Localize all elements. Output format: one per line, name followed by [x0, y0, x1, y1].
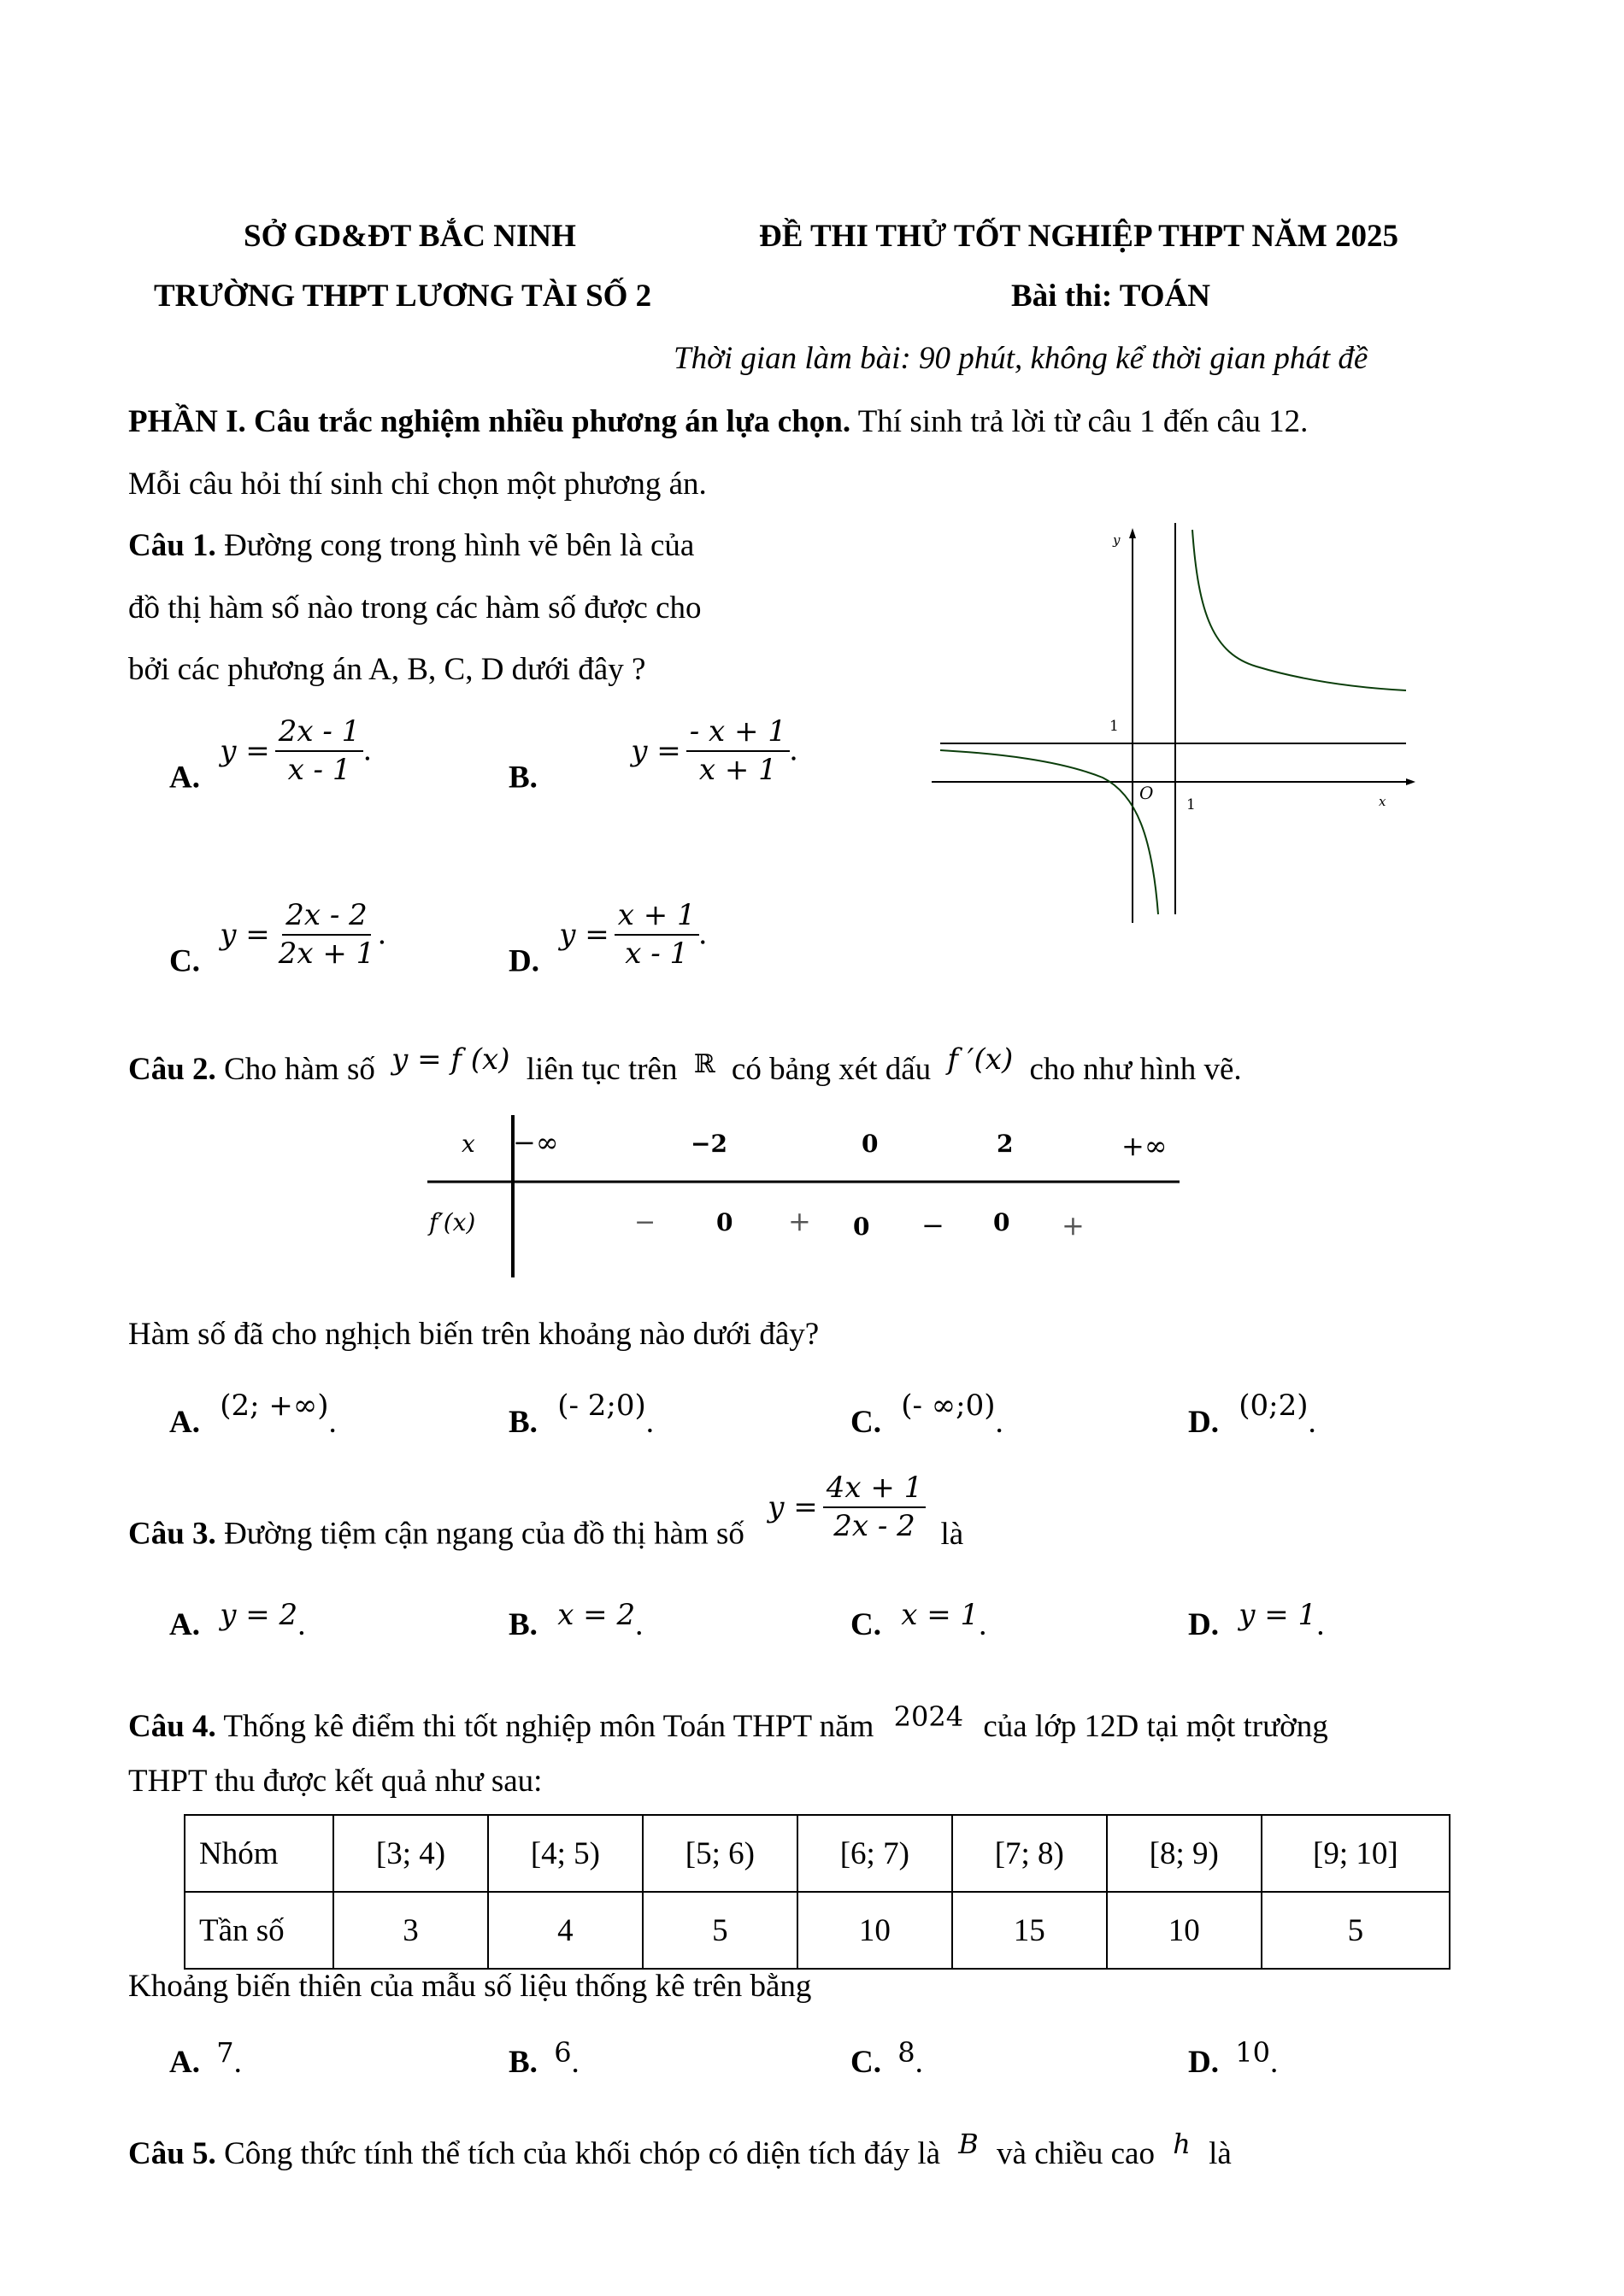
option-value: 8	[897, 2036, 915, 2069]
x-value: −2	[691, 1130, 727, 1158]
option-letter: D.	[509, 943, 539, 979]
option-value: 7	[216, 2036, 234, 2069]
option-letter: C.	[169, 943, 200, 979]
q4-question: Khoảng biến thiên của mẫu số liệu thống kê trên bằng	[128, 1969, 812, 2004]
sign-value: 0	[716, 1208, 733, 1236]
option-letter: B.	[509, 760, 538, 796]
sign-value: 0	[993, 1208, 1010, 1236]
part1-heading	[128, 403, 1308, 440]
x-value: −∞	[513, 1126, 559, 1159]
q1-function-graph	[932, 513, 1419, 923]
sign-value: +	[1062, 1209, 1085, 1242]
table-cell-freq: 3	[333, 1892, 488, 1969]
school-name: TRƯỜNG THPT LƯƠNG TÀI SỐ 2	[154, 279, 652, 314]
table-cell-group: [4; 5)	[488, 1815, 643, 1892]
sign-value: −	[921, 1209, 944, 1242]
option-lhs: y =	[220, 917, 270, 952]
option-lhs: y =	[559, 917, 609, 952]
fraction-numerator: x + 1	[615, 897, 699, 936]
q1-label: Câu 1.	[128, 528, 216, 563]
q2-option-d[interactable]: D. (0;2).	[1188, 1389, 1316, 1440]
q5-text-2: và chiều cao	[997, 2136, 1155, 2171]
x-value: 0	[862, 1130, 879, 1158]
table-row	[185, 1892, 1450, 1969]
curve-left-branch	[940, 750, 1158, 914]
q4-label: Câu 4.	[128, 1709, 216, 1744]
q1-line1	[128, 527, 694, 564]
q4-text-2: của lớp 12D tại một trường	[983, 1709, 1328, 1744]
x-axis-label: x	[1379, 794, 1386, 809]
fraction-denominator: 2x + 1	[278, 936, 375, 971]
option-letter: C.	[850, 2045, 881, 2080]
table-cell-group: [3; 4)	[333, 1815, 488, 1892]
q2-label: Câu 2.	[128, 1052, 216, 1087]
x-value: 2	[997, 1130, 1014, 1158]
q2-option-a[interactable]: A. (2; +∞).	[169, 1389, 337, 1440]
fraction-numerator: 2x - 2	[282, 897, 371, 936]
part1-desc-2: Mỗi câu hỏi thí sinh chỉ chọn một phương án.	[128, 467, 707, 502]
option-value: (2; +∞)	[220, 1389, 329, 1423]
q2-question: Hàm số đã cho nghịch biến trên khoảng nào dưới đây?	[128, 1317, 820, 1352]
q1-option-b[interactable]: B. y = $\frac{- x + 1}{x + 1}$ .	[509, 714, 798, 796]
table-cell-freq: 10	[797, 1892, 952, 1969]
fraction-numerator: 2x - 1	[275, 713, 364, 752]
sign-table-x-head: x	[462, 1130, 475, 1158]
table-cell-group: [5; 6)	[643, 1815, 797, 1892]
option-value: (- ∞;0)	[901, 1389, 996, 1423]
school-dept: SỞ GD&ĐT BẮC NINH	[244, 219, 576, 254]
table-cell-group: [7; 8)	[952, 1815, 1107, 1892]
q3-option-b[interactable]: B. x = 2.	[509, 1598, 644, 1642]
sign-value: +	[788, 1205, 811, 1237]
option-letter: B.	[509, 1405, 538, 1440]
fraction-numerator: - x + 1	[686, 713, 790, 752]
option-value: 10	[1235, 2036, 1270, 2069]
part1-desc: Thí sinh trả lời từ câu 1 đến câu 12.	[850, 404, 1309, 439]
q4-text-1: Thống kê điểm thi tốt nghiệp môn Toán THPT năm	[215, 1709, 874, 1744]
part1-title: PHẦN I. Câu trắc nghiệm nhiều phương án lựa chọn.	[128, 404, 851, 439]
q4-line2: THPT thu được kết quả như sau:	[128, 1764, 543, 1799]
q4-option-d[interactable]: D. 10.	[1188, 2036, 1279, 2080]
option-letter: B.	[509, 1607, 538, 1642]
q3-option-a[interactable]: A. y = 2.	[169, 1598, 306, 1642]
q3-tail: là	[940, 1516, 964, 1552]
table-cell-group: [9; 10]	[1262, 1815, 1450, 1892]
q4-year: 2024	[893, 1700, 964, 1733]
q3-lhs: y =	[768, 1489, 818, 1524]
origin-label: O	[1139, 783, 1154, 803]
q1-line3: bởi các phương án A, B, C, D dưới đây ?	[128, 652, 646, 687]
exam-subject: Bài thi: TOÁN	[1011, 279, 1211, 314]
table-cell-freq: 15	[952, 1892, 1107, 1969]
option-lhs: y =	[220, 733, 270, 768]
sign-table-fprime-head: f′(x)	[429, 1208, 476, 1236]
table-cell-group: [8; 9)	[1107, 1815, 1262, 1892]
option-value: (- 2;0)	[557, 1389, 646, 1423]
real-numbers-symbol: ℝ	[693, 1049, 715, 1079]
option-letter: A.	[169, 2045, 200, 2080]
option-value: y = 1	[1239, 1598, 1317, 1632]
table-head-freq: Tần số	[185, 1892, 333, 1969]
option-value: y = 2	[220, 1598, 298, 1632]
fraction-denominator: x - 1	[287, 752, 351, 787]
q1-text: Đường cong trong hình vẽ bên là của	[215, 528, 695, 563]
option-letter: A.	[169, 1405, 200, 1440]
q1-option-c[interactable]: C. y = $\frac{2x - 2}{2x + 1}$ .	[169, 898, 386, 979]
time-note: Thời gian làm bài: 90 phút, không kể thời gian phát đề	[674, 341, 1368, 376]
q2-line1	[128, 1042, 1242, 1088]
sign-value: 0	[853, 1213, 870, 1241]
q2-text-3: có bảng xét dấu	[731, 1052, 932, 1087]
curve-right-branch	[1192, 530, 1406, 690]
q2-text-4: cho như hình vẽ.	[1029, 1052, 1242, 1087]
x-axis-arrow	[1406, 778, 1415, 785]
fraction-denominator: x + 1	[698, 752, 777, 787]
y-tick-1: 1	[1109, 718, 1119, 735]
option-value: x = 2	[557, 1598, 636, 1632]
option-value: (0;2)	[1239, 1389, 1309, 1423]
q3-line	[128, 1470, 963, 1553]
q2-text-2: liên tục trên	[526, 1052, 678, 1087]
option-letter: D.	[1188, 1405, 1219, 1440]
fraction-numerator: 4x + 1	[823, 1470, 927, 1508]
option-letter: A.	[169, 1607, 200, 1642]
option-letter: D.	[1188, 2045, 1219, 2080]
table-cell-freq: 4	[488, 1892, 643, 1969]
sign-value: −	[634, 1207, 656, 1237]
q4-option-c[interactable]: C. 8.	[850, 2036, 923, 2080]
table-cell-freq: 5	[643, 1892, 797, 1969]
q4-line1	[128, 1700, 1328, 1745]
q5-text-1: Công thức tính thể tích của khối chóp có diện tích đáy là	[215, 2136, 941, 2171]
x-value: +∞	[1121, 1130, 1168, 1162]
exam-title: ĐỀ THI THỬ TỐT NGHIỆP THPT NĂM 2025	[759, 219, 1399, 254]
table-row	[185, 1815, 1450, 1892]
q3-text: Đường tiệm cận ngang của đồ thị hàm số	[215, 1516, 744, 1552]
q2-function: y = f (x)	[391, 1042, 510, 1077]
q4-option-b[interactable]: B. 6.	[509, 2036, 580, 2080]
q4-option-a[interactable]: A. 7.	[169, 2036, 242, 2080]
q5-line	[128, 2128, 1232, 2172]
q5-base-area: B	[958, 2128, 979, 2160]
q2-option-b[interactable]: B. (- 2;0).	[509, 1389, 654, 1440]
y-axis-label: y	[1113, 532, 1121, 548]
table-head-group: Nhóm	[185, 1815, 333, 1892]
q2-derivative: f ′(x)	[947, 1042, 1014, 1077]
option-value: 6	[554, 2036, 572, 2069]
q1-option-a[interactable]: A. y = $\frac{2x - 1}{x - 1}$ .	[169, 714, 372, 796]
q3-label: Câu 3.	[128, 1516, 216, 1552]
option-letter: D.	[1188, 1607, 1219, 1642]
q2-text-1: Cho hàm số	[215, 1052, 375, 1087]
q1-line2: đồ thị hàm số nào trong các hàm số được cho	[128, 590, 702, 625]
q3-option-c[interactable]: C. x = 1.	[850, 1598, 987, 1642]
q4-frequency-table	[184, 1814, 1450, 1970]
table-cell-freq: 5	[1262, 1892, 1450, 1969]
option-letter: B.	[509, 2045, 538, 2080]
option-value: x = 1	[901, 1598, 980, 1632]
x-tick-1: 1	[1186, 796, 1196, 813]
q5-label: Câu 5.	[128, 2136, 216, 2171]
q5-height: h	[1173, 2128, 1191, 2160]
table-cell-group: [6; 7)	[797, 1815, 952, 1892]
q2-option-c[interactable]: C. (- ∞;0).	[850, 1389, 1003, 1440]
option-letter: C.	[850, 1405, 881, 1440]
q1-option-d[interactable]: D. y = $\frac{x + 1}{x - 1}$ .	[509, 898, 707, 979]
fraction-denominator: 2x - 2	[833, 1508, 915, 1543]
q5-text-3: là	[1209, 2136, 1232, 2171]
q3-option-d[interactable]: D. y = 1.	[1188, 1598, 1325, 1642]
table-cell-freq: 10	[1107, 1892, 1262, 1969]
option-letter: C.	[850, 1607, 881, 1642]
option-letter: A.	[169, 760, 200, 796]
y-axis-arrow	[1129, 528, 1136, 538]
fraction-denominator: x - 1	[625, 936, 689, 971]
sign-table	[410, 1111, 1214, 1290]
option-lhs: y =	[631, 733, 681, 768]
